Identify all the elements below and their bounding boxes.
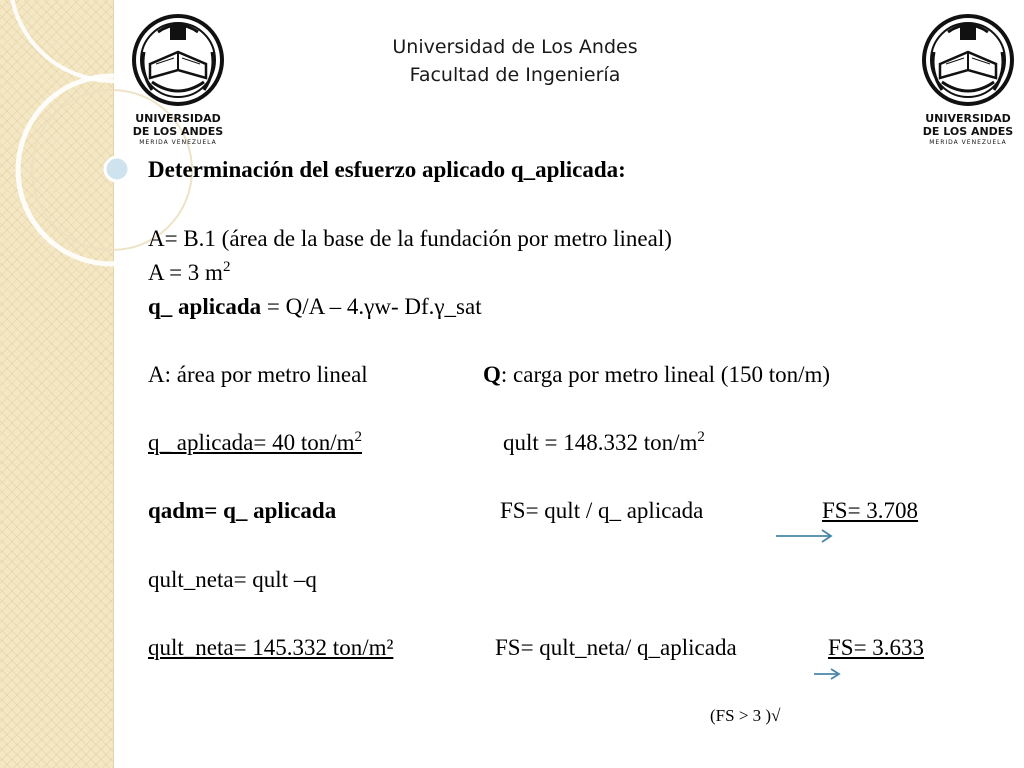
logo-line-2: DE LOS ANDES (132, 125, 224, 138)
q-aplicada-formula (148, 293, 482, 321)
university-name: Universidad de Los Andes (392, 36, 638, 58)
logo-line-1: UNIVERSIDAD (135, 112, 221, 125)
area-symbol: A (148, 226, 165, 251)
area-value-text: A = 3 m (148, 260, 223, 285)
a-definition (148, 361, 368, 389)
faculty-name: Facultad de Ingeniería (409, 64, 621, 86)
logo-line-2: DE LOS ANDES (922, 125, 1014, 138)
a-symbol: A (148, 362, 165, 387)
q-aplicada-formula-text: = Q/A – 4.γw- Df.γ_sat (261, 294, 482, 319)
q-description: : carga por metro lineal (150 ton/m) (500, 362, 831, 387)
qadm-definition: qadm= q_ aplicada (148, 498, 337, 523)
slide-header (330, 33, 700, 89)
q-symbol: Q (483, 362, 501, 387)
university-seal-icon (920, 12, 1016, 112)
q-aplicada-exponent: 2 (354, 429, 363, 445)
qult-exponent: 2 (697, 429, 705, 445)
university-logo-left (130, 12, 226, 150)
q-aplicada-result (148, 429, 362, 457)
logo-line-3: MERIDA VENEZUELA (139, 139, 217, 146)
q-aplicada-result-text: q_ aplicada= 40 ton/m (148, 430, 355, 455)
fs-check-note: (FS > 3 )√ (710, 706, 781, 725)
area-definition (148, 225, 672, 253)
arrow-right-icon (774, 528, 836, 544)
blue-dot-icon (105, 157, 129, 181)
university-seal-icon (130, 12, 226, 112)
qult-result-text: qult = 148.332 ton/m (503, 430, 698, 455)
q-definition (483, 361, 830, 389)
fs-formula: FS= qult / q_ aplicada (500, 498, 704, 523)
qult-result (503, 429, 705, 457)
qult-neta-formula: qult_neta= qult –q (148, 567, 317, 592)
slide-title: Determinación del esfuerzo aplicado q_aplicada: (148, 157, 626, 182)
area-exponent: 2 (222, 259, 231, 275)
logo-line-3: MERIDA VENEZUELA (929, 139, 1007, 146)
q-aplicada-label: q_ aplicada (148, 294, 262, 319)
area-value (148, 259, 230, 287)
fs-neta-formula: FS= qult_neta/ q_aplicada (495, 635, 737, 660)
a-description: : área por metro lineal (164, 362, 368, 387)
area-definition-text: = B.1 (área de la base de la fundación por metro lineal) (164, 226, 672, 251)
qult-neta-value: qult_neta= 145.332 ton/m² (148, 635, 394, 660)
fs-neta-value: FS= 3.633 (828, 635, 925, 660)
logo-line-1: UNIVERSIDAD (925, 112, 1011, 125)
university-logo-right (920, 12, 1016, 150)
arrow-right-icon (812, 667, 844, 681)
fs-value: FS= 3.708 (822, 498, 919, 523)
